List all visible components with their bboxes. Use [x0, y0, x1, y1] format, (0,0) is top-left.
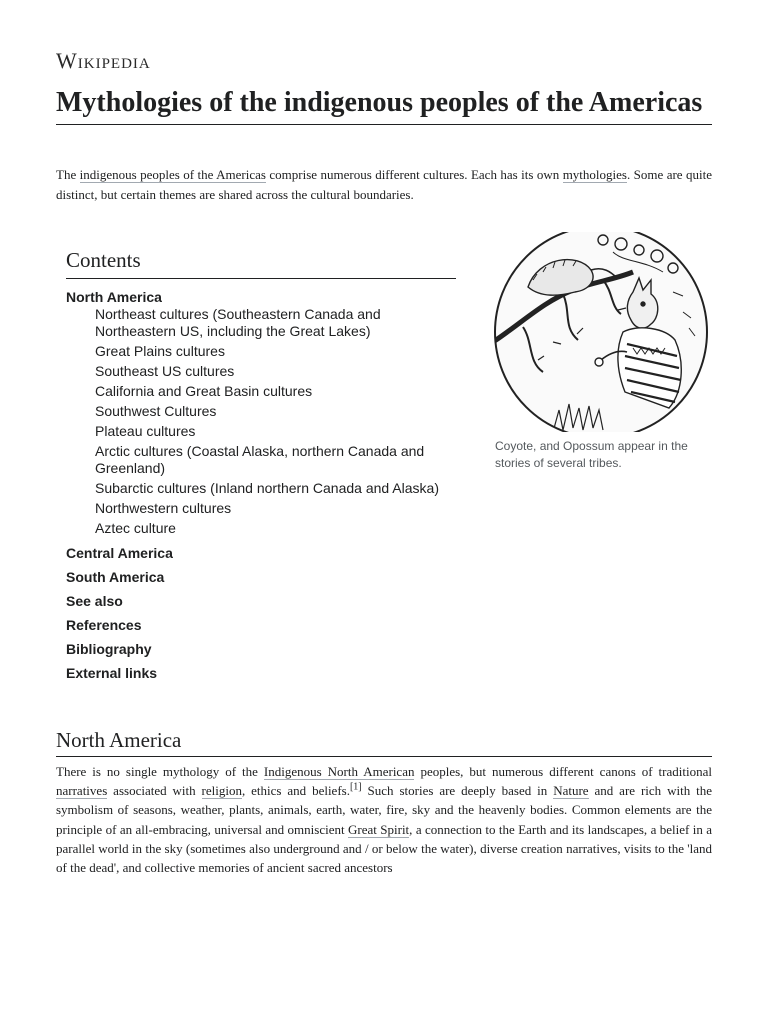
- toc-subitem[interactable]: Southwest Cultures: [95, 403, 217, 419]
- figure-caption: Coyote, and Opossum appear in the stories of several tribes.: [495, 439, 688, 470]
- link-nature[interactable]: Nature: [553, 783, 589, 799]
- north-america-paragraph: [56, 762, 712, 877]
- coyote-opossum-figure: [493, 232, 713, 472]
- intro-paragraph: [56, 165, 712, 205]
- toc-item-north-america[interactable]: North America: [66, 289, 162, 305]
- toc-subitem[interactable]: Northwestern cultures: [95, 500, 232, 516]
- toc-subitem[interactable]: Aztec culture: [95, 520, 176, 536]
- link-religion[interactable]: religion: [201, 783, 242, 799]
- section-heading-north-america: North America: [56, 728, 712, 757]
- page-title: Mythologies of the indigenous peoples of the Americas: [56, 86, 712, 125]
- link-mythologies[interactable]: mythologies: [562, 167, 627, 182]
- wikipedia-logo[interactable]: Wikipedia: [56, 48, 151, 73]
- toc-subitem[interactable]: Subarctic cultures (Inland northern Canada and Alaska): [95, 480, 439, 496]
- link-indigenous-peoples[interactable]: indigenous peoples of the Americas: [79, 167, 266, 182]
- text-segment: associated with: [107, 783, 202, 799]
- toc-item-bibliography[interactable]: Bibliography: [66, 641, 152, 657]
- coyote-opossum-illustration-icon[interactable]: [493, 232, 713, 432]
- toc-item-south-america[interactable]: South America: [66, 569, 165, 585]
- text-segment: peoples, but numerous different canons of traditional: [414, 764, 712, 779]
- toc-subitem[interactable]: Plateau cultures: [95, 423, 196, 439]
- toc-item-external-links[interactable]: External links: [66, 665, 158, 681]
- text-segment: and are rich with the symbolism of seasons, weather, plants, animals, earth, water, fire, sky and the heavenly bodies. Common elements are the principle of an all-embracing, universal and omniscient: [56, 783, 712, 837]
- table-of-contents: [66, 248, 456, 689]
- link-narratives[interactable]: narratives: [56, 783, 108, 799]
- toc-subitem[interactable]: Northeast cultures (Southeastern Canada and Northeastern US, including the Great Lakes): [95, 306, 381, 339]
- link-indigenous-north-american[interactable]: Indigenous North American: [263, 764, 415, 779]
- text-segment: , ethics and beliefs.: [241, 783, 350, 799]
- toc-subitem[interactable]: Southeast US cultures: [95, 363, 235, 379]
- reference-1[interactable]: [1]: [349, 781, 362, 793]
- toc-item-see-also[interactable]: See also: [66, 593, 123, 609]
- toc-subitem[interactable]: Great Plains cultures: [95, 343, 225, 359]
- toc-item-central-america[interactable]: Central America: [66, 545, 173, 561]
- link-great-spirit[interactable]: Great Spirit: [348, 821, 410, 837]
- toc-subitem[interactable]: California and Great Basin cultures: [95, 383, 313, 399]
- toc-subitem[interactable]: Arctic cultures (Coastal Alaska, northern Canada and Greenland): [95, 443, 425, 476]
- intro-text-1: The: [56, 167, 80, 182]
- toc-item-references[interactable]: References: [66, 617, 142, 633]
- text-segment: Such stories are deeply based in: [361, 783, 554, 799]
- intro-text-3: . Some are quite distinct, but certain themes are shared across the cultural boundaries.: [56, 167, 712, 202]
- text-segment: , a connection to the Earth and its landscapes, a belief in a parallel world in the sky (sometimes also underground and / or below the water), diverse creation narratives, visits to the 'land of the dead', and collective memories of ancient sacred ancestors: [56, 821, 713, 876]
- intro-text-2: comprise numerous different cultures. Each has its own: [265, 167, 563, 182]
- text-segment: There is no single mythology of the: [56, 764, 264, 779]
- toc-title: Contents: [66, 248, 456, 279]
